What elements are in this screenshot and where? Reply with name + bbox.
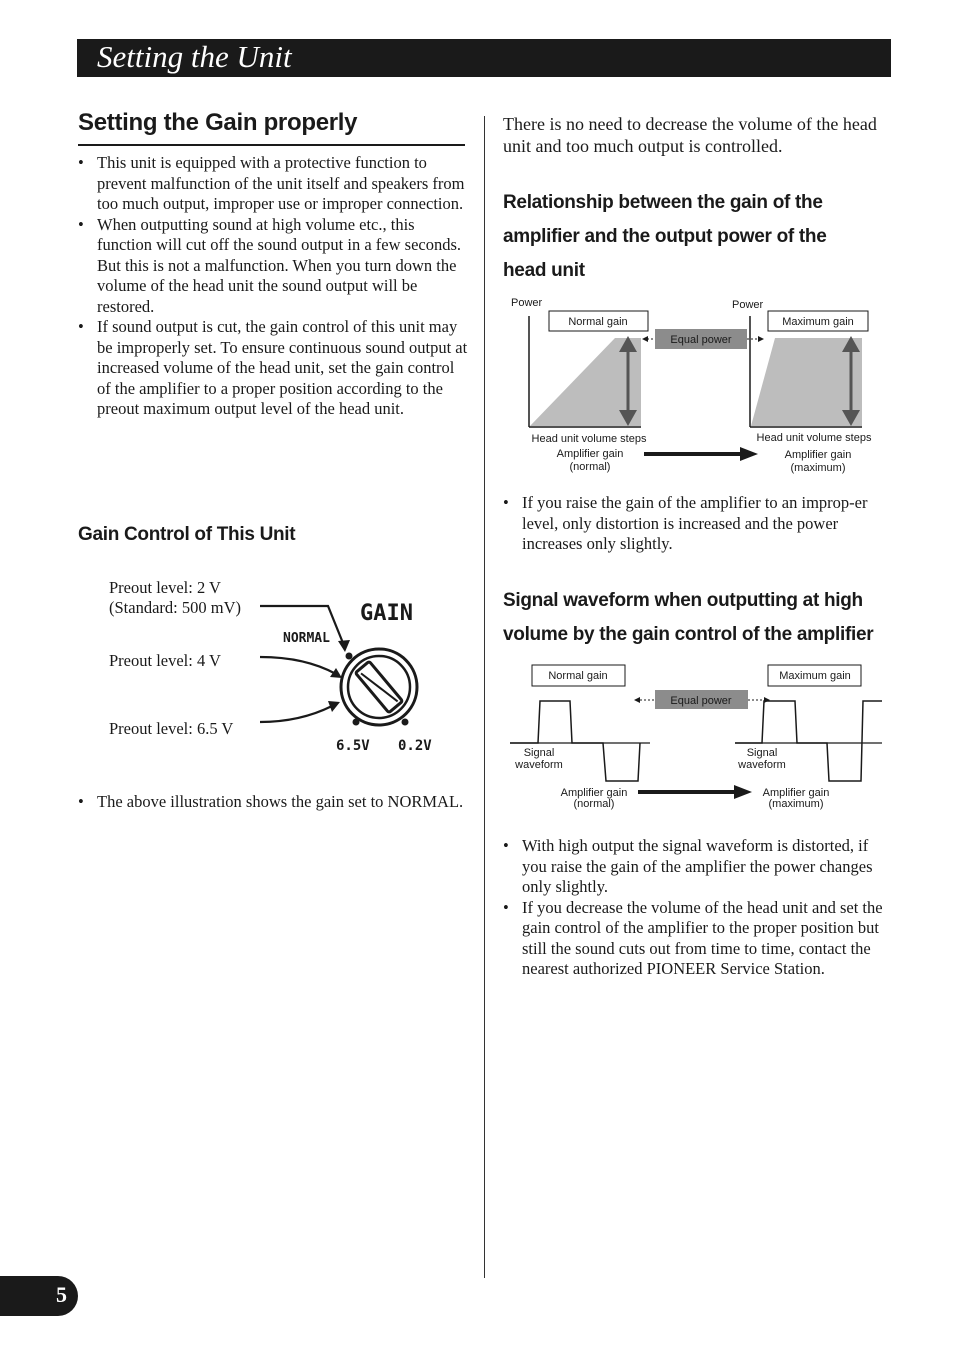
waveform-diagram (500, 660, 900, 815)
arrowhead-icon (338, 640, 350, 652)
amp-gain-normal-label: Amplifier gain (560, 787, 628, 799)
arrow-right-icon (734, 785, 752, 799)
standard-level-label: (Standard: 500 mV) (109, 598, 241, 617)
intro-paragraph: There is no need to decrease the volume of the head unit and too much output is controlled. (503, 114, 877, 156)
knob-normal-label: NORMAL (283, 631, 330, 646)
arrowhead-icon (634, 697, 640, 703)
arrowhead-icon (764, 697, 770, 703)
max-marker-dot (402, 719, 409, 726)
head-steps-left: Head unit volume steps (531, 433, 647, 445)
amp-gain-max-sub: (maximum) (790, 462, 846, 474)
list-item: • This unit is equipped with a protective function to prevent malfunction of the unit itself and speakers from too much output, improper use or improper connection. (78, 153, 468, 215)
arrow-6-5v (260, 706, 332, 722)
gain-knob[interactable] (341, 649, 417, 726)
power-axis-label-right: Power (732, 299, 764, 311)
arrow-heads (328, 640, 350, 712)
list-item: • When outputting sound at high volume etc., this function will cut off the sound output in a few seconds. But this is not a malfunction. When you turn down the volume of the head unit the sound output will be restored. (78, 215, 468, 318)
list-item: • If you raise the gain of the amplifier to an improp-er level, only distortion is increased and the power increases only slightly. (503, 493, 893, 555)
arrowhead-icon (758, 336, 764, 342)
amp-gain-normal-sub: (normal) (573, 798, 615, 810)
signal-label-right: Signal (746, 747, 778, 759)
waveform-label-left: waveform (515, 759, 563, 771)
min-marker-dot (353, 719, 360, 726)
maximum-gain-label: Maximum gain (782, 316, 854, 328)
list-item: • If sound output is cut, the gain control of this unit may be improperly set. To ensure continuous sound output at increased volume of the head unit, set the gain control of the amplifier to a proper position according to the preout maximum output level of the head unit. (78, 317, 468, 420)
maximum-gain-label: Maximum gain (779, 670, 851, 682)
list-item: • With high output the signal waveform is distorted, if you raise the gain of the amplifier the power changes only slightly. (503, 836, 895, 898)
heading-line: Signal waveform when outputting at high (503, 590, 863, 611)
preout-6-5v-label: Preout level: 6.5 V (109, 719, 234, 738)
relationship-heading (503, 186, 827, 288)
equal-power-label: Equal power (670, 334, 732, 346)
preout-2v-label: Preout level: 2 V (109, 578, 221, 597)
waveform-heading (503, 584, 873, 652)
waveform-label-right: waveform (738, 759, 786, 771)
page-number: 5 (56, 1282, 67, 1307)
waveform-bullet-list (503, 836, 895, 980)
section-header (77, 39, 891, 77)
page-heading: Setting the Gain properly (78, 109, 358, 136)
heading-line: Relationship between the gain of the (503, 192, 823, 213)
gain-knob-diagram (100, 570, 450, 760)
gain-note-list (78, 792, 468, 813)
power-axis-label-left: Power (511, 297, 543, 309)
intro-bullet-list (78, 153, 468, 420)
heading-line: head unit (503, 260, 585, 281)
normal-gain-label: Normal gain (548, 670, 608, 682)
amp-gain-max-sub: (maximum) (768, 798, 824, 810)
list-item: • If you decrease the volume of the head unit and set the gain control of the amplifier to the proper position but still the sound cuts out from time to time, contact the nearest authorized PIONEER Service Station. (503, 898, 895, 980)
amp-gain-normal-label: Amplifier gain (556, 448, 624, 460)
list-item: • The above illustration shows the gain set to NORMAL. (78, 792, 468, 813)
power-gain-diagram (500, 290, 900, 480)
knob-min-label: 6.5V (336, 738, 370, 754)
heading-line: volume by the gain control of the amplifier (503, 624, 874, 645)
knob-max-label: 0.2V (398, 738, 432, 754)
relationship-bullet-list (503, 493, 893, 555)
preout-4v-label: Preout level: 4 V (109, 651, 221, 670)
knob-title: GAIN (360, 601, 413, 626)
section-title: Setting the Unit (97, 39, 292, 74)
page-number-tab (0, 1276, 78, 1316)
arrowhead-icon (642, 336, 648, 342)
normal-marker-dot (346, 653, 353, 660)
normal-gain-label: Normal gain (568, 316, 628, 328)
amp-gain-max-label: Amplifier gain (762, 787, 830, 799)
column-divider (484, 116, 485, 1278)
heading-line: amplifier and the output power of the (503, 226, 827, 247)
arrow-right-icon (740, 447, 758, 461)
gain-control-heading: Gain Control of This Unit (78, 524, 296, 545)
heading-rule (78, 144, 465, 146)
equal-power-label: Equal power (670, 695, 732, 707)
amp-gain-normal-sub: (normal) (569, 461, 611, 473)
amp-gain-max-label: Amplifier gain (784, 449, 852, 461)
signal-label-left: Signal (523, 747, 555, 759)
head-steps-right: Head unit volume steps (756, 432, 872, 444)
arrow-4v (260, 657, 336, 674)
